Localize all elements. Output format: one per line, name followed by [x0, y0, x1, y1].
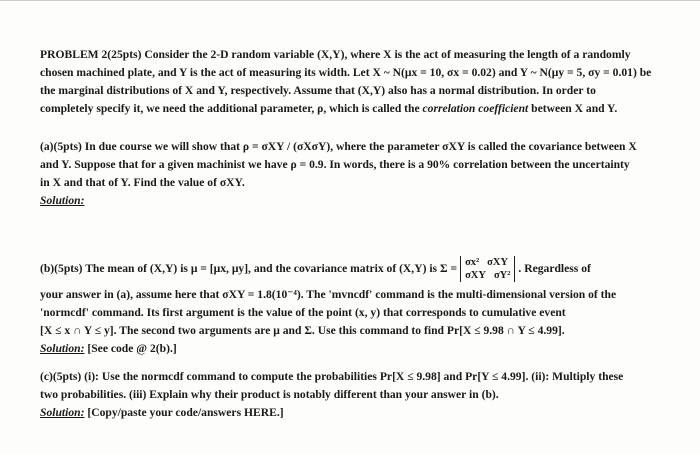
problem-line-4: [40, 100, 680, 118]
matrix-cell: σXY: [465, 270, 486, 282]
part-b-heading: (b)(5pts): [40, 262, 83, 275]
matrix-cell: σXY: [487, 257, 509, 269]
part-b-solution-label: Solution:: [40, 342, 85, 355]
problem-statement: [40, 46, 680, 118]
part-b-solution: [40, 340, 680, 358]
part-a-line-3: in X and that of Y. Find the value of σXY.: [40, 176, 245, 189]
part-a-line-2: and Y. Suppose that for a given machinist we have ρ = 0.9. In words, there is a 90% correlation between the uncertainty: [40, 158, 630, 171]
part-a-solution-label: Solution:: [40, 194, 85, 207]
problem-text-1: Consider the 2-D random variable (X,Y), where X is the act of measuring the length of a randomly: [141, 48, 631, 61]
part-c: [40, 368, 680, 422]
part-c-solution: [40, 404, 680, 422]
matrix-cell: σx²: [465, 257, 480, 269]
problem-text-4b: between X and Y.: [528, 102, 618, 115]
part-c-line-2: two probabilities. (iii) Explain why their product is notably different than your answer in (b).: [40, 388, 499, 401]
correlation-coefficient-term: correlation coefficient: [422, 102, 529, 115]
part-b-line-2: your answer in (a), assume here that σXY = 1.8(10⁻⁴). The 'mvncdf' command is the multi-dimensional version of the: [40, 288, 617, 301]
part-c-line-1: [40, 368, 680, 386]
part-b-solution-text: [See code @ 2(b).]: [84, 342, 177, 355]
problem-heading: PROBLEM 2(25pts): [40, 48, 142, 61]
part-a: [40, 138, 680, 210]
part-b-line-3: 'normcdf' command. Its first argument is the value of the point (x, y) that corresponds to cumulative event: [40, 306, 566, 319]
part-a-heading: (a)(5pts): [40, 140, 82, 153]
part-a-text-1: In due course we will show that ρ = σXY / (σXσY), where the parameter σXY is called the covariance between X: [81, 140, 637, 153]
part-b-text-1: The mean of (X,Y) is μ = [μx, μy], and the covariance matrix of (X,Y) is Σ =: [82, 262, 458, 275]
part-b-text-1b: . Regardless of: [518, 262, 591, 275]
part-c-solution-label: Solution:: [40, 406, 85, 419]
problem-line-1: [40, 46, 680, 64]
covariance-matrix: [460, 256, 515, 282]
problem-text-4a: completely specify it, we need the additional parameter, ρ, which is called the: [40, 102, 423, 115]
part-c-text-1: (i): Use the normcdf command to compute the probabilities Pr[X ≤ 9.98] and Pr[Y ≤ 4.99]. (ii): Multiply these: [81, 370, 624, 383]
problem-line-3: the marginal distributions of X and Y, respectively. Assume that (X,Y) also has a normal distribution. In order to: [40, 84, 596, 97]
part-b-line-4: [X ≤ x ∩ Y ≤ y]. The second two arguments are μ and Σ. Use this command to find Pr[X ≤ 9.98 ∩ Y ≤ 4.99].: [40, 324, 565, 337]
problem-line-2: chosen machined plate, and Y is the act of measuring its width. Let X ~ N(μx = 10, σx = 0.02) and Y ~ N(μy = 5, σy = 0.01) be: [40, 66, 652, 79]
part-b: [40, 252, 680, 358]
matrix-cell: σY²: [493, 270, 511, 282]
top-border: [0, 0, 700, 1]
part-c-heading: (c)(5pts): [40, 370, 82, 383]
part-a-line-1: [40, 138, 680, 156]
part-b-line-1: [40, 252, 680, 286]
part-c-solution-text: [Copy/paste your code/answers HERE.]: [84, 406, 284, 419]
